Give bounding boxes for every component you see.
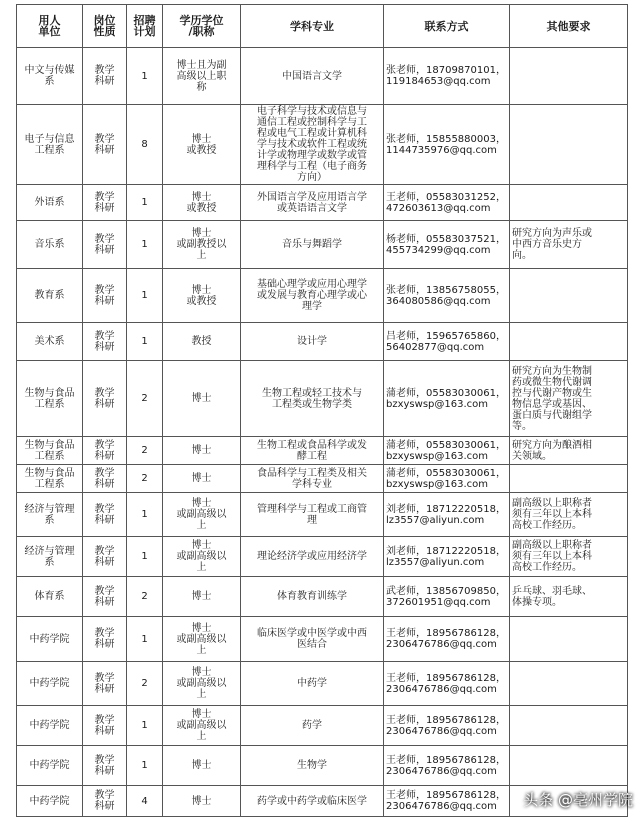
cell-major: 中药学	[241, 662, 384, 706]
cell-degree: 博士 或副高级以 上	[163, 617, 241, 662]
cell-major: 药学	[241, 706, 384, 746]
cell-unit: 外语系	[17, 185, 83, 221]
cell-contact: 蒲老师，05583030061， bzxyswsp@163.com	[384, 465, 510, 493]
table-row	[17, 105, 628, 185]
header-other: 其他要求	[510, 5, 628, 48]
cell-contact: 武老师，13856709850， 372601951@qq.com	[384, 577, 510, 617]
cell-other: 研究方向为生物制 药或微生物代谢调 控与代谢产物或生 物信息学或基因、 蛋白质与代谢组学 等。	[510, 361, 628, 437]
cell-contact: 张老师，15855880003， 1144735976@qq.com	[384, 105, 510, 185]
header-plan: 招聘 计划	[127, 5, 163, 48]
cell-type: 教学 科研	[83, 577, 127, 617]
cell-other	[510, 746, 628, 786]
cell-contact: 张老师，13856758055， 364080586@qq.com	[384, 269, 510, 323]
cell-plan: 2	[127, 465, 163, 493]
table-row	[17, 185, 628, 221]
cell-type: 教学 科研	[83, 706, 127, 746]
table-row	[17, 577, 628, 617]
cell-contact: 刘老师，18712220518， lz3557@aliyun.com	[384, 537, 510, 577]
header-degree: 学历学位 /职称	[163, 5, 241, 48]
table-row	[17, 221, 628, 269]
cell-major: 中国语言文学	[241, 48, 384, 105]
cell-other	[510, 185, 628, 221]
table-row	[17, 706, 628, 746]
cell-plan: 1	[127, 493, 163, 537]
cell-major: 基础心理学或应用心理学 或发展与教育心理学或心 理学	[241, 269, 384, 323]
cell-major: 食品科学与工程类及相关 学科专业	[241, 465, 384, 493]
cell-plan: 1	[127, 617, 163, 662]
cell-degree: 博士 或副高级以 上	[163, 493, 241, 537]
cell-degree: 博士	[163, 465, 241, 493]
cell-unit: 中文与传媒 系	[17, 48, 83, 105]
cell-unit: 电子与信息 工程系	[17, 105, 83, 185]
cell-contact: 王老师，18956786128， 2306476786@qq.com	[384, 706, 510, 746]
header-row	[17, 5, 628, 48]
cell-plan: 1	[127, 185, 163, 221]
table-row	[17, 662, 628, 706]
cell-unit: 中药学院	[17, 662, 83, 706]
cell-type: 教学 科研	[83, 269, 127, 323]
table-row	[17, 465, 628, 493]
cell-unit: 中药学院	[17, 786, 83, 817]
cell-plan: 1	[127, 221, 163, 269]
cell-plan: 1	[127, 706, 163, 746]
table-row	[17, 537, 628, 577]
cell-other: 研究方向为酿酒相 关领域。	[510, 437, 628, 465]
cell-degree: 博士 或教授	[163, 185, 241, 221]
cell-plan: 2	[127, 577, 163, 617]
table-body	[17, 48, 628, 817]
cell-degree: 博士 或教授	[163, 269, 241, 323]
table-row	[17, 323, 628, 361]
cell-contact: 蒲老师，05583030061， bzxyswsp@163.com	[384, 437, 510, 465]
cell-unit: 经济与管理 系	[17, 493, 83, 537]
cell-unit: 教育系	[17, 269, 83, 323]
cell-unit: 生物与食品 工程系	[17, 361, 83, 437]
cell-unit: 音乐系	[17, 221, 83, 269]
cell-major: 设计学	[241, 323, 384, 361]
cell-degree: 博士	[163, 361, 241, 437]
cell-major: 体育教育训练学	[241, 577, 384, 617]
cell-type: 教学 科研	[83, 493, 127, 537]
cell-type: 教学 科研	[83, 746, 127, 786]
cell-degree: 博士 或副高级以 上	[163, 662, 241, 706]
header-unit: 用人 单位	[17, 5, 83, 48]
cell-degree: 博士	[163, 746, 241, 786]
cell-type: 教学 科研	[83, 48, 127, 105]
cell-other: 乒乓球、羽毛球、 体操专项。	[510, 577, 628, 617]
cell-plan: 8	[127, 105, 163, 185]
cell-plan: 2	[127, 662, 163, 706]
cell-major: 药学或中药学或临床医学	[241, 786, 384, 817]
cell-unit: 经济与管理 系	[17, 537, 83, 577]
cell-type: 教学 科研	[83, 185, 127, 221]
cell-type: 教学 科研	[83, 437, 127, 465]
cell-degree: 博士	[163, 786, 241, 817]
cell-contact: 杨老师，05583037521， 455734299@qq.com	[384, 221, 510, 269]
cell-contact: 张老师，18709870101， 119184653@qq.com	[384, 48, 510, 105]
cell-plan: 1	[127, 537, 163, 577]
cell-contact: 刘老师，18712220518， lz3557@aliyun.com	[384, 493, 510, 537]
cell-major: 临床医学或中医学或中西 医结合	[241, 617, 384, 662]
cell-contact: 王老师，18956786128， 2306476786@qq.com	[384, 786, 510, 817]
cell-type: 教学 科研	[83, 617, 127, 662]
table-row	[17, 48, 628, 105]
table-row	[17, 617, 628, 662]
cell-unit: 中药学院	[17, 617, 83, 662]
cell-other	[510, 662, 628, 706]
cell-major: 管理科学与工程或工商管 理	[241, 493, 384, 537]
table-row	[17, 746, 628, 786]
cell-contact: 吕老师，15965765860， 56402877@qq.com	[384, 323, 510, 361]
cell-major: 理论经济学或应用经济学	[241, 537, 384, 577]
cell-unit: 美术系	[17, 323, 83, 361]
header-type: 岗位 性质	[83, 5, 127, 48]
cell-type: 教学 科研	[83, 786, 127, 817]
cell-degree: 博士	[163, 577, 241, 617]
table-row	[17, 437, 628, 465]
cell-other	[510, 465, 628, 493]
cell-degree: 教授	[163, 323, 241, 361]
cell-plan: 1	[127, 323, 163, 361]
cell-plan: 2	[127, 437, 163, 465]
cell-type: 教学 科研	[83, 221, 127, 269]
cell-other	[510, 105, 628, 185]
cell-degree: 博士 或副教授以 上	[163, 221, 241, 269]
cell-unit: 生物与食品 工程系	[17, 465, 83, 493]
cell-unit: 中药学院	[17, 706, 83, 746]
cell-type: 教学 科研	[83, 323, 127, 361]
cell-plan: 1	[127, 48, 163, 105]
cell-plan: 1	[127, 269, 163, 323]
cell-other	[510, 269, 628, 323]
cell-unit: 生物与食品 工程系	[17, 437, 83, 465]
cell-other: 副高级以上职称者 须有三年以上本科 高校工作经历。	[510, 493, 628, 537]
cell-type: 教学 科研	[83, 361, 127, 437]
cell-contact: 王老师，18956786128， 2306476786@qq.com	[384, 662, 510, 706]
cell-degree: 博士 或副高级以 上	[163, 706, 241, 746]
header-major: 学科专业	[241, 5, 384, 48]
cell-major: 外国语言学及应用语言学 或英语语言文学	[241, 185, 384, 221]
cell-degree: 博士 或副高级以 上	[163, 537, 241, 577]
cell-other	[510, 617, 628, 662]
cell-degree: 博士且为副 高级以上职 称	[163, 48, 241, 105]
cell-plan: 4	[127, 786, 163, 817]
cell-type: 教学 科研	[83, 662, 127, 706]
cell-contact: 蒲老师，05583030061， bzxyswsp@163.com	[384, 361, 510, 437]
cell-plan: 2	[127, 361, 163, 437]
cell-degree: 博士	[163, 437, 241, 465]
cell-type: 教学 科研	[83, 465, 127, 493]
cell-plan: 1	[127, 746, 163, 786]
watermark: 头条 @亳州学院	[523, 791, 633, 809]
cell-major: 生物工程或食品科学或发 酵工程	[241, 437, 384, 465]
cell-unit: 中药学院	[17, 746, 83, 786]
cell-type: 教学 科研	[83, 537, 127, 577]
cell-contact: 王老师，18956786128， 2306476786@qq.com	[384, 746, 510, 786]
cell-major: 电子科学与技术或信息与 通信工程或控制科学与工 程或电气工程或计算机科 学与技术或软件工程或统 计学或物理学或数学或管 理科学与工程（电子商务 方向）	[241, 105, 384, 185]
table-row	[17, 493, 628, 537]
table-row	[17, 269, 628, 323]
cell-type: 教学 科研	[83, 105, 127, 185]
cell-other: 副高级以上职称者 须有三年以上本科 高校工作经历。	[510, 537, 628, 577]
cell-degree: 博士 或教授	[163, 105, 241, 185]
cell-major: 生物工程或轻工技术与 工程类或生物学类	[241, 361, 384, 437]
header-contact: 联系方式	[384, 5, 510, 48]
cell-other	[510, 706, 628, 746]
table-row	[17, 361, 628, 437]
recruitment-table	[16, 4, 628, 817]
cell-contact: 王老师，18956786128， 2306476786@qq.com	[384, 617, 510, 662]
cell-major: 生物学	[241, 746, 384, 786]
cell-other	[510, 48, 628, 105]
cell-unit: 体育系	[17, 577, 83, 617]
cell-contact: 王老师，05583031252， 472603613@qq.com	[384, 185, 510, 221]
cell-major: 音乐与舞蹈学	[241, 221, 384, 269]
cell-other: 研究方向为声乐或 中西方音乐史方 向。	[510, 221, 628, 269]
cell-other	[510, 323, 628, 361]
